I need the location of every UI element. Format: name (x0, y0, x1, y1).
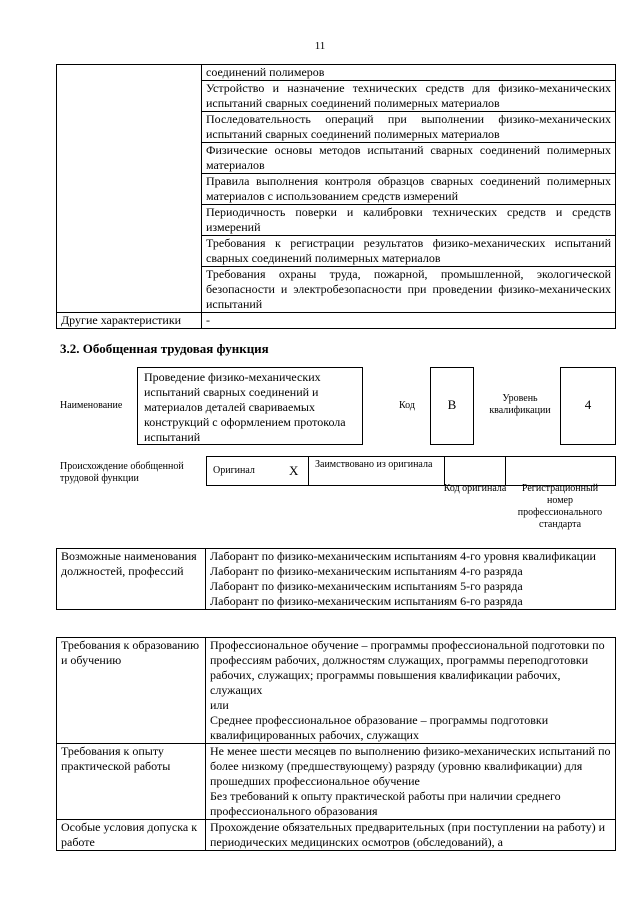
education-line: или (210, 698, 229, 712)
position-item: Лаборант по физико-механическим испытаниям 5-го разряда (210, 579, 523, 593)
code-value-box: B (430, 367, 474, 445)
name-label: Наименование (60, 400, 123, 411)
experience-label: Требования к опыту практической работы (57, 744, 206, 820)
code-original-caption: Код оригинала (443, 483, 507, 494)
knowledge-item: соединений полимеров (202, 65, 616, 81)
code-label: Код (399, 400, 415, 411)
knowledge-item: Устройство и назначение технических средств для физико-механических испытаний сварных соединений полимерных материалов (202, 81, 616, 112)
knowledge-item: Периодичность поверки и калибровки технических средств и средств измерений (202, 205, 616, 236)
original-mark: X (289, 463, 299, 478)
position-item: Лаборант по физико-механическим испытаниям 6-го разряда (210, 594, 523, 608)
education-line: Среднее профессиональное образование – программы подготовки квалифицированных рабочих, служащих (210, 713, 549, 742)
experience-line: Не менее шести месяцев по выполнению физико-механических испытаний по более низкому (предшествующему) разряду (уровню квалификации) для прошедших профессиональное обучение (210, 744, 611, 788)
knowledge-item: Требования охраны труда, пожарной, промышленной, экологической безопасности и электробезопасности при проведении физико-механических испытаний (202, 267, 616, 313)
special-conditions-line: Прохождение обязательных предварительных (при поступлении на работу) и периодических медицинских осмотров (обследований), а (210, 820, 606, 849)
requirements-table (56, 637, 616, 851)
positions-list (206, 549, 616, 610)
registration-number-caption: Регистрационный номер профессионального стандарта (517, 483, 603, 530)
other-characteristics-value: - (202, 313, 616, 329)
knowledge-item: Требования к регистрации результатов физико-механических испытаний сварных соединений полимерных материалов (202, 236, 616, 267)
knowledge-item: Правила выполнения контроля образцов сварных соединений полимерных материалов с использованием средств измерений (202, 174, 616, 205)
other-characteristics-label: Другие характеристики (57, 313, 202, 329)
knowledge-item: Физические основы методов испытаний сварных соединений полимерных материалов (202, 143, 616, 174)
section-title: 3.2. Обобщенная трудовая функция (60, 341, 269, 356)
positions-label: Возможные наименования должностей, профессий (57, 549, 206, 610)
page-number: 11 (314, 40, 326, 52)
experience-content (206, 744, 616, 820)
education-label: Требования к образованию и обучению (57, 638, 206, 744)
knowledge-label-cell (57, 65, 202, 313)
borrowed-label: Заимствовано из оригинала (315, 459, 433, 470)
position-item: Лаборант по физико-механическим испытаниям 4-го разряда (210, 564, 523, 578)
registration-number-cell (505, 456, 616, 486)
positions-table (56, 548, 616, 610)
knowledge-item: Последовательность операций при выполнении физико-механических испытаний сварных соединений полимерных материалов (202, 112, 616, 143)
qualification-level-box: 4 (560, 367, 616, 445)
origin-label: Происхождение обобщенной трудовой функции (60, 461, 184, 484)
qualification-level-label: Уровень квалификации (489, 393, 551, 416)
code-original-cell (444, 456, 506, 486)
position-item: Лаборант по физико-механическим испытаниям 4-го уровня квалификации (210, 549, 596, 563)
special-conditions-content (206, 820, 616, 851)
borrowed-cell (308, 456, 445, 486)
function-name-box: Проведение физико-механических испытаний сварных соединений и материалов деталей свариваемых конструкций с оформлением протокола испытаний (137, 367, 363, 445)
experience-line: Без требований к опыту практической работы при наличии среднего профессионального образования (210, 789, 561, 818)
original-cell (206, 456, 309, 486)
special-conditions-label: Особые условия допуска к работе (57, 820, 206, 851)
knowledge-table (56, 64, 616, 329)
original-label: Оригинал (213, 465, 255, 476)
education-content (206, 638, 616, 744)
education-line: Профессиональное обучение – программы профессиональной подготовки по профессиям рабочих, должностям служащих, программы переподготовки рабочих, служащих; программы повышения квалификации рабочих, служащих (210, 638, 605, 697)
